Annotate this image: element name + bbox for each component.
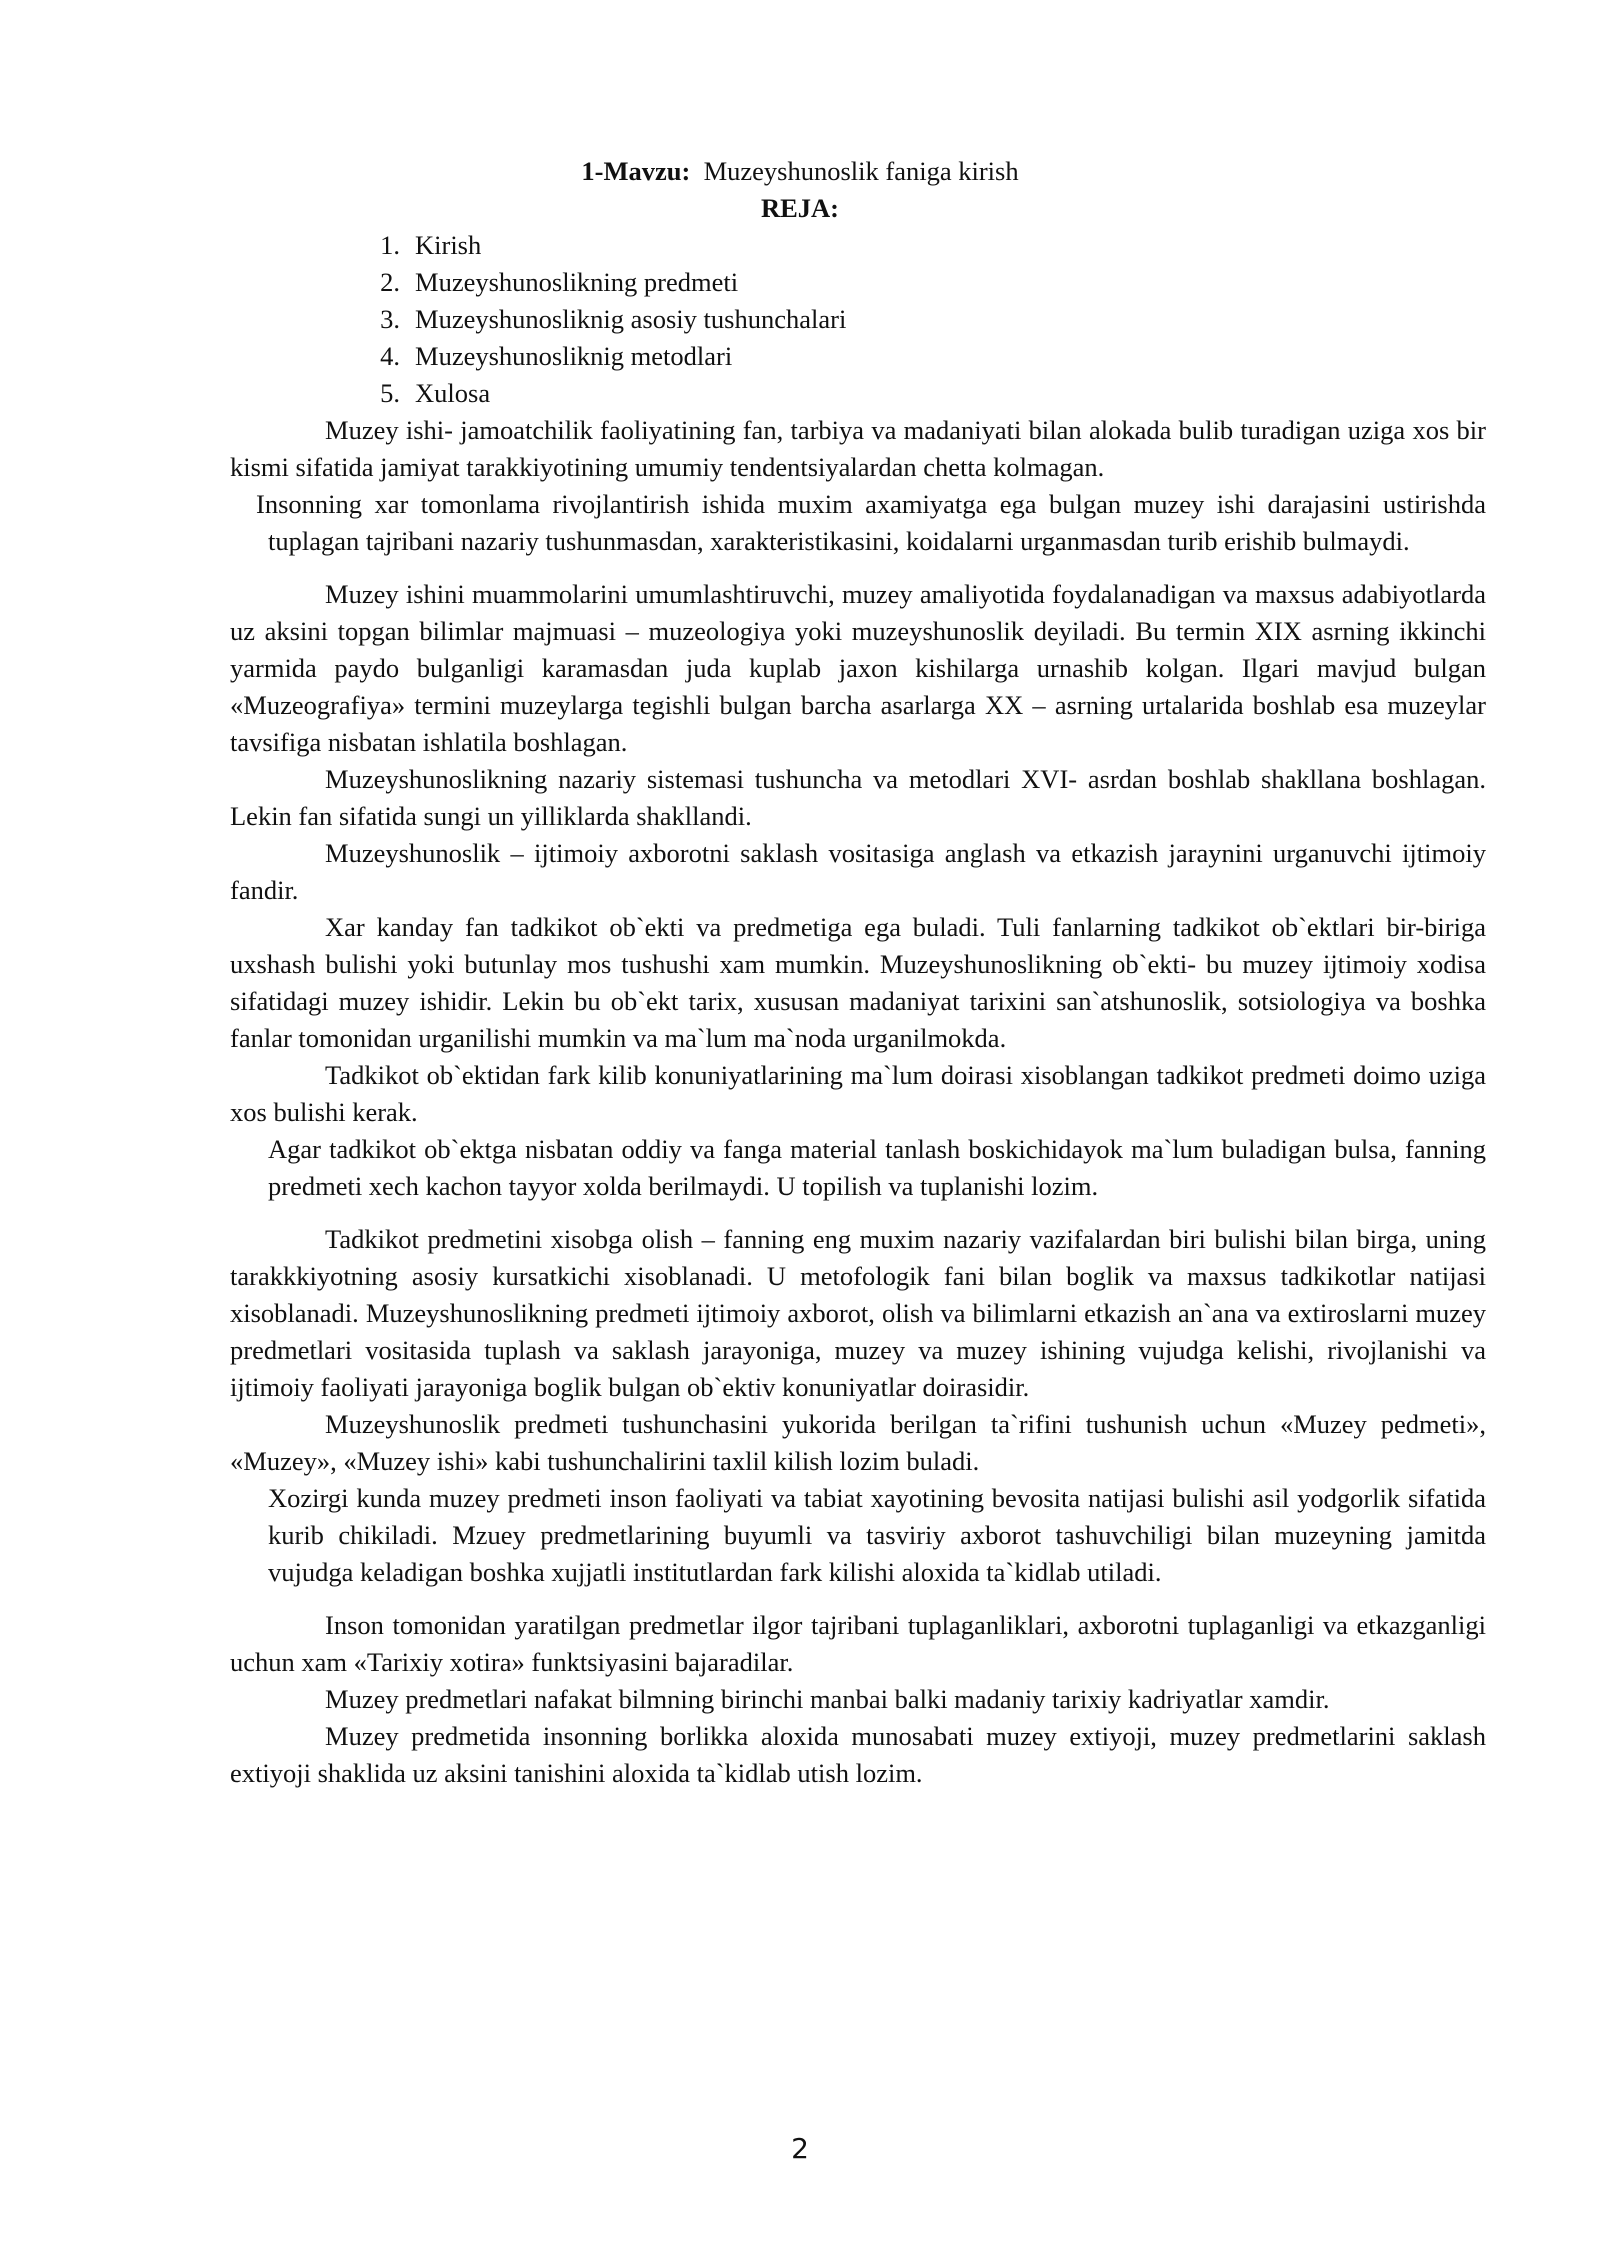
paragraph: Xozirgi kunda muzey predmeti inson faoliyati va tabiat xayotining bevosita natijasi bulishi asil yodgorlik sifatida kurib chikiladi. Mzuey predmetlarining buyumli va tasviriy axborot tashuvchiligi bilan muzeyning jamitda vujudga keladigan boshka xujjatli institutlardan fark kilishi aloxida ta`kidlab utiladi.	[268, 1483, 1486, 1587]
paragraph: Insonning xar tomonlama rivojlantirish ishida muxim axamiyatga ega bulgan muzey ishi darajasini ustirishda tuplagan tajribani nazariy tushunmasdan, xarakteristikasini, koidalarni urganmasdan turib erishib bulmaydi.	[256, 489, 1486, 556]
plan-item	[355, 264, 846, 301]
topic-title	[0, 153, 1600, 190]
paragraph: Muzey ishi- jamoatchilik faoliyatining fan, tarbiya va madaniyati bilan alokada bulib turadigan uziga xos bir kismi sifatida jamiyat tarakkiyotining umumiy tendentsiyalardan chetta kolmagan.	[230, 415, 1486, 482]
paragraph: Agar tadkikot ob`ektga nisbatan oddiy va fanga material tanlash boskichidayok ma`lum buladigan bulsa, fanning predmeti xech kachon tayyor xolda berilmaydi. U topilish va tuplanishi lozim.	[268, 1134, 1486, 1201]
plan-item-number: 5.	[380, 378, 400, 408]
plan-item-text: Muzeyshunosliknig metodlari	[415, 341, 733, 371]
document-body	[230, 412, 1486, 1792]
plan-item-number: 1.	[380, 230, 400, 260]
topic-label: 1-Mavzu:	[581, 156, 691, 186]
plan-list	[355, 227, 846, 412]
plan-item-number: 4.	[380, 341, 400, 371]
plan-item-number: 2.	[380, 267, 400, 297]
paragraph: Muzeyshunoslikning nazariy sistemasi tushuncha va metodlari XVI- asrdan boshlab shakllana boshlagan. Lekin fan sifatida sungi un yilliklarda shakllandi.	[230, 764, 1486, 831]
paragraph: Muzey ishini muammolarini umumlashtiruvchi, muzey amaliyotida foydalanadigan va maxsus adabiyotlarda uz aksini topgan bilimlar majmuasi – muzeologiya yoki muzeyshunoslik deyiladi. Bu termin XIX asrning ikkinchi yarmida paydo bulganligi karamasdan juda kuplab jaxon kishilarga urnashib kolgan. Ilgari mavjud bulgan «Muzeografiya» termini muzeylarga tegishli bulgan barcha asarlarga XX – asrning urtalarida boshlab esa muzeylar tavsifiga nisbatan ishlatila boshlagan.	[230, 579, 1486, 757]
paragraph: Tadkikot predmetini xisobga olish – fanning eng muxim nazariy vazifalardan biri bulishi bilan birga, uning tarakkkiyotning asosiy kursatkichi xisoblanadi. U metofologik fani bilan boglik va maxsus tadkikotlar natijasi xisoblanadi. Muzeyshunoslikning predmeti ijtimoiy axborot, olish va bilimlarni etkazish an`ana va extiroslarni muzey predmetlari vositasida tuplash va saklash jarayoniga, muzey va muzey ishining vujudga kelishi, rivojlanishi va ijtimoiy faoliyati jarayoniga boglik bulgan ob`ektiv konuniyatlar doirasidir.	[230, 1224, 1486, 1402]
plan-item-text: Muzeyshunosliknig asosiy tushunchalari	[415, 304, 847, 334]
plan-heading: REJA:	[760, 193, 840, 223]
topic-title-text: Muzeyshunoslik faniga kirish	[703, 156, 1019, 186]
paragraph: Inson tomonidan yaratilgan predmetlar ilgor tajribani tuplaganliklari, axborotni tuplaganligi va etkazganligi uchun xam «Tarixiy xotira» funktsiyasini bajaradilar.	[230, 1610, 1486, 1677]
paragraph: Muzeyshunoslik predmeti tushunchasini yukorida berilgan ta`rifini tushunish uchun «Muzey pedmeti», «Muzey», «Muzey ishi» kabi tushunchalirini taxlil kilish lozim buladi.	[230, 1409, 1486, 1476]
paragraph: Muzey predmetida insonning borlikka aloxida munosabati muzey extiyoji, muzey predmetlarini saklash extiyoji shaklida uz aksini tanishini aloxida ta`kidlab utish lozim.	[230, 1721, 1486, 1788]
plan-item	[355, 375, 846, 412]
plan-item-text: Xulosa	[415, 378, 491, 408]
page-number: 2	[791, 2132, 809, 2165]
paragraph: Muzeyshunoslik – ijtimoiy axborotni saklash vositasiga anglash va etkazish jaraynini urganuvchi ijtimoiy fandir.	[230, 838, 1486, 905]
plan-item	[355, 338, 846, 375]
paragraph: Xar kanday fan tadkikot ob`ekti va predmetiga ega buladi. Tuli fanlarning tadkikot ob`ektlari bir-biriga uxshash bulishi yoki butunlay mos tushushi xam mumkin. Muzeyshunoslikning ob`ekti- bu muzey ijtimoiy xodisa sifatidagi muzey ishidir. Lekin bu ob`ekt tarix, xususan madaniyat tarixini san`atshunoslik, sotsiologiya va boshka fanlar tomonidan urganilishi mumkin va ma`lum ma`noda urganilmokda.	[230, 912, 1486, 1053]
plan-item	[355, 227, 846, 264]
paragraph: Muzey predmetlari nafakat bilmning birinchi manbai balki madaniy tarixiy kadriyatlar xamdir.	[325, 1684, 1330, 1714]
plan-item-text: Muzeyshunoslikning predmeti	[415, 267, 739, 297]
paragraph: Tadkikot ob`ektidan fark kilib konuniyatlarining ma`lum doirasi xisoblangan tadkikot predmeti doimo uziga xos bulishi kerak.	[230, 1060, 1486, 1127]
plan-item-text: Kirish	[415, 230, 482, 260]
plan-item-number: 3.	[380, 304, 400, 334]
plan-item	[355, 301, 846, 338]
